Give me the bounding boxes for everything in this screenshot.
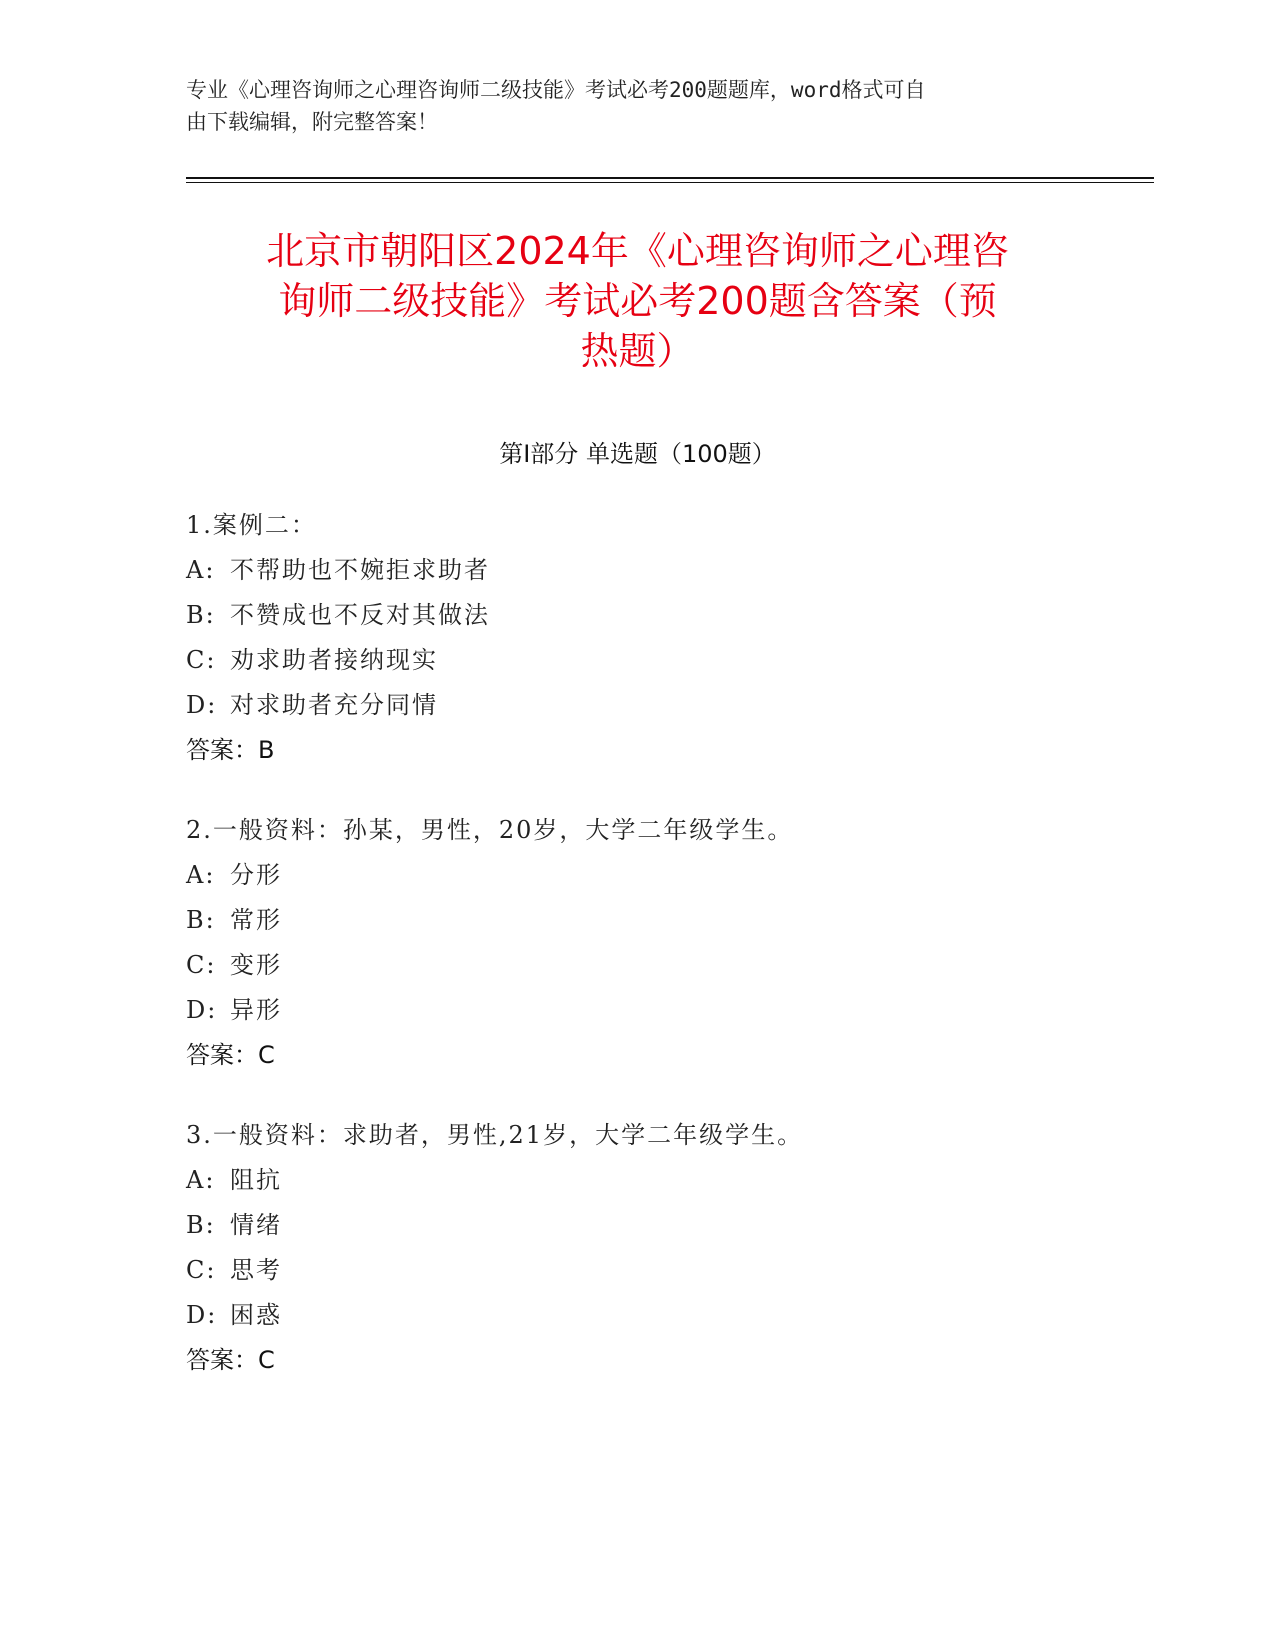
option-c — [186, 943, 1086, 988]
option-text: 变形 — [230, 951, 282, 979]
intro-line-1: 专业《心理咨询师之心理咨询师二级技能》考试必考200题题库，word格式可自 — [186, 78, 926, 102]
option-b — [186, 593, 1086, 638]
option-c — [186, 1248, 1086, 1293]
option-text: 不赞成也不反对其做法 — [230, 601, 490, 629]
option-text: 困惑 — [230, 1301, 282, 1329]
option-d — [186, 988, 1086, 1033]
option-text: 异形 — [230, 996, 282, 1024]
title-line-3: 热题） — [580, 329, 695, 373]
option-letter: A: — [186, 1166, 216, 1194]
answer-label: 答案：C — [186, 1041, 275, 1069]
option-a — [186, 548, 1086, 593]
option-letter: B: — [186, 1211, 216, 1239]
option-letter: C: — [186, 951, 217, 979]
option-b — [186, 1203, 1086, 1248]
option-text: 情绪 — [230, 1211, 282, 1239]
option-a — [186, 1158, 1086, 1203]
intro-line-2: 由下载编辑，附完整答案！ — [186, 110, 438, 134]
option-text: 对求助者充分同情 — [230, 691, 438, 719]
document-title — [150, 226, 1125, 376]
header-divider-thin — [186, 182, 1154, 183]
option-text: 阻抗 — [230, 1166, 282, 1194]
option-letter: B: — [186, 906, 216, 934]
question-stem: 1.案例二： — [186, 511, 317, 539]
question-1 — [186, 503, 1086, 773]
option-letter: A: — [186, 556, 216, 584]
option-c — [186, 638, 1086, 683]
option-letter: C: — [186, 646, 217, 674]
header-divider-thick — [186, 177, 1154, 179]
section-heading: 第Ⅰ部分 单选题（100题） — [499, 440, 776, 468]
option-d — [186, 683, 1086, 728]
option-d — [186, 1293, 1086, 1338]
title-line-1: 北京市朝阳区2024年《心理咨询师之心理咨 — [266, 229, 1009, 273]
option-text: 思考 — [230, 1256, 282, 1284]
question-stem: 3.一般资料：求助者，男性,21岁，大学二年级学生。 — [186, 1121, 804, 1149]
option-letter: D: — [186, 996, 218, 1024]
answer-label: 答案：C — [186, 1346, 275, 1374]
option-letter: B: — [186, 601, 216, 629]
question-3 — [186, 1113, 1086, 1383]
question-stem: 2.一般资料：孙某，男性，20岁，大学二年级学生。 — [186, 816, 794, 844]
option-letter: A: — [186, 861, 216, 889]
option-b — [186, 898, 1086, 943]
answer-label: 答案：B — [186, 736, 275, 764]
option-text: 不帮助也不婉拒求助者 — [230, 556, 490, 584]
option-letter: D: — [186, 1301, 218, 1329]
option-a — [186, 853, 1086, 898]
option-text: 常形 — [230, 906, 282, 934]
option-text: 劝求助者接纳现实 — [230, 646, 438, 674]
option-text: 分形 — [230, 861, 282, 889]
title-line-2: 询师二级技能》考试必考200题含答案（预 — [278, 279, 997, 323]
intro-text — [186, 74, 1066, 138]
question-2 — [186, 808, 1086, 1078]
option-letter: C: — [186, 1256, 217, 1284]
option-letter: D: — [186, 691, 218, 719]
